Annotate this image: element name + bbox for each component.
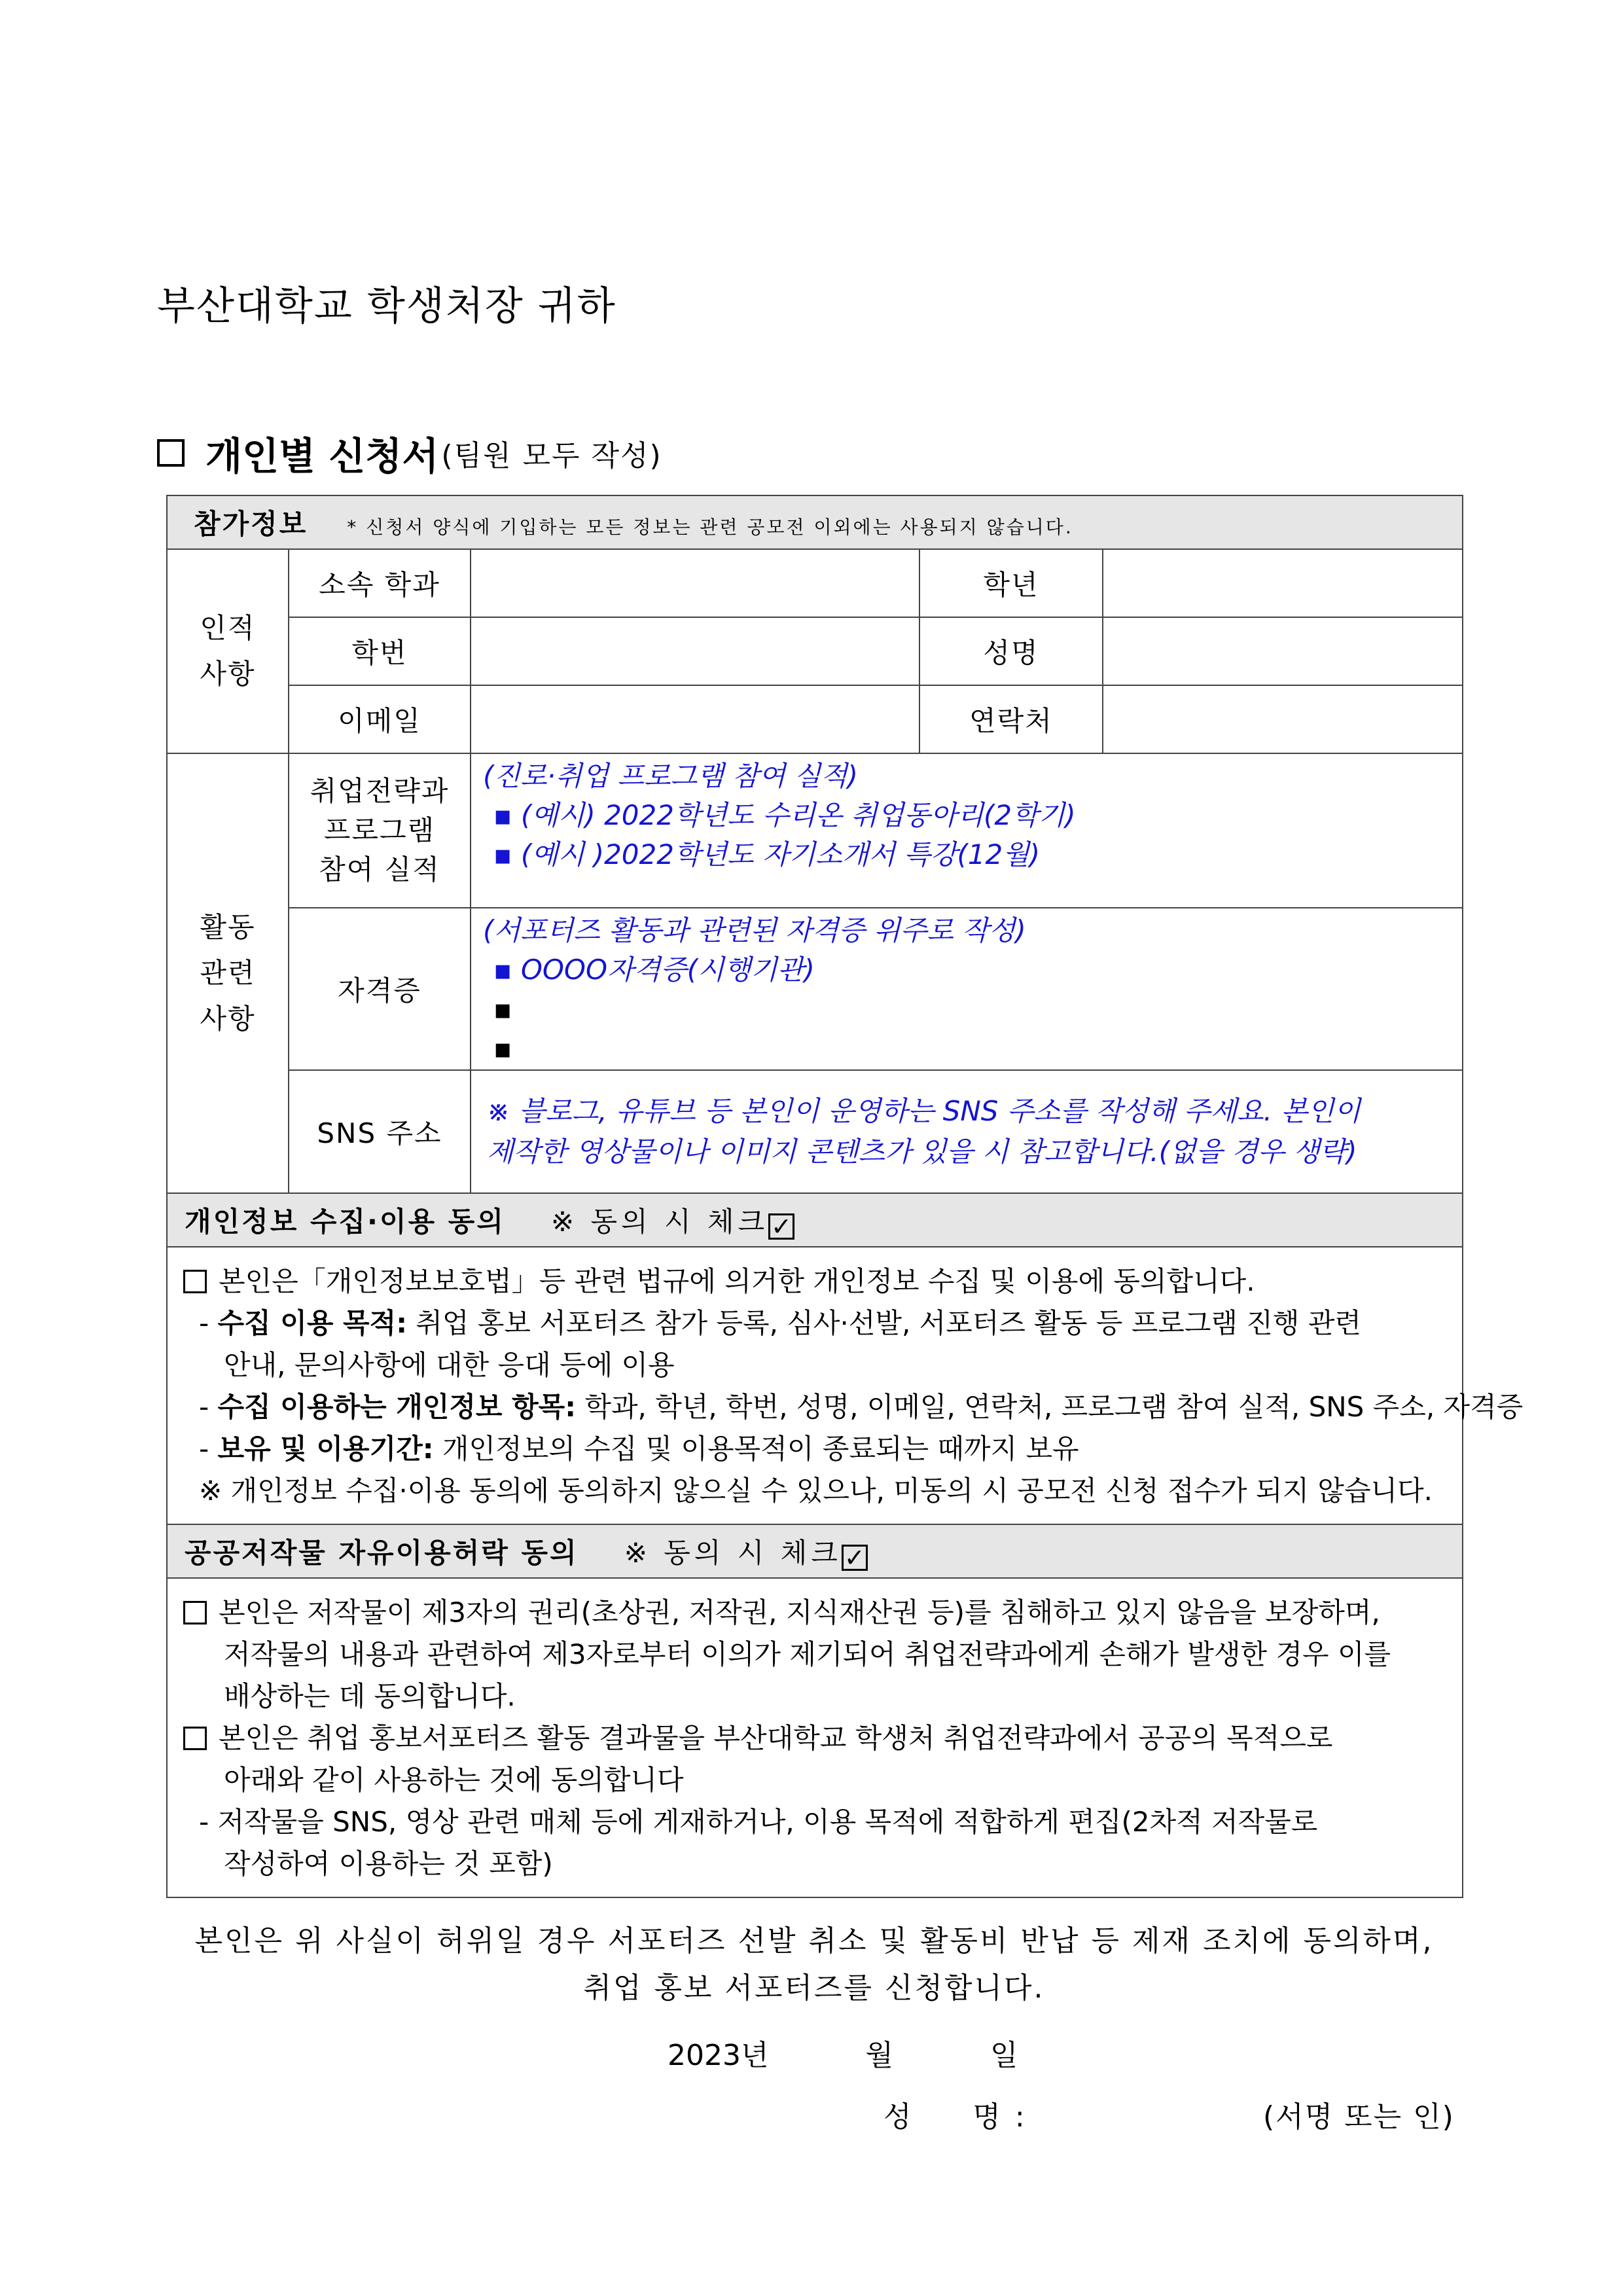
participant-info-note: * 신청서 양식에 기입하는 모든 정보는 관련 공모전 이외에는 사용되지 않습니다. — [347, 516, 1073, 538]
privacy-consent-heading: 개인정보 수집·이용 동의 — [185, 1206, 505, 1238]
purpose-label: 수집 이용 목적: — [217, 1307, 407, 1339]
name-field[interactable] — [1103, 617, 1463, 685]
copyright-check-note: ※ 동의 시 체크 — [624, 1537, 842, 1569]
signature-label: 성 명 : — [883, 2100, 1027, 2134]
student-id-field[interactable] — [471, 617, 919, 685]
copyright-checkmark-icon[interactable]: ✓ — [842, 1545, 868, 1571]
copyright-item1-line: 배상하는 데 동의합니다. — [224, 1680, 516, 1712]
participant-info-header — [167, 495, 1463, 549]
program-label — [289, 753, 471, 908]
department-field[interactable] — [471, 549, 919, 617]
activity-category-line: 관련 — [200, 957, 256, 989]
addressee: 부산대학교 학생처장 귀하 — [157, 283, 616, 329]
program-example: ▪ (예시) 2022학년도 수리온 취업동아리(2학기) — [493, 799, 1076, 831]
program-label-line: 참여 실적 — [319, 853, 440, 886]
sns-guide-line: ※ 블로그, 유튜브 등 본인이 운영하는 SNS 주소를 작성해 주세요. 본인이 — [487, 1095, 1361, 1127]
student-id-label: 학번 — [289, 617, 471, 685]
personal-category-line: 인적 — [200, 612, 256, 644]
sns-field[interactable] — [471, 1070, 1463, 1193]
copyright-item1-line: 저작물의 내용과 관련하여 제3자로부터 이의가 제기되어 취업전략과에게 손해가 발생한 경우 이를 — [224, 1638, 1391, 1670]
copyright-consent-body — [167, 1578, 1463, 1897]
title-checkbox-icon — [157, 439, 185, 467]
privacy-check-note: ※ 동의 시 체크 — [550, 1206, 769, 1238]
personal-info-category — [167, 549, 289, 753]
privacy-agree-text: 본인은「개인정보보호법」등 관련 법규에 의거한 개인정보 수집 및 이용에 동의합니다. — [219, 1265, 1255, 1297]
program-guide: (진로·취업 프로그램 참여 실적) — [483, 760, 859, 792]
copyright-consent-header — [167, 1524, 1463, 1578]
certificate-blank-bullet: ▪ — [493, 1032, 512, 1064]
program-example: ▪ (예시 )2022학년도 자기소개서 특강(12월) — [493, 838, 1041, 870]
copyright-consent-heading: 공공저작물 자유이용허락 동의 — [185, 1537, 579, 1569]
date-year: 2023년 — [668, 2039, 769, 2072]
activity-category-line: 사항 — [200, 1003, 256, 1035]
form-title-main: 개인별 신청서 — [205, 434, 439, 478]
program-label-line: 취업전략과 — [310, 775, 450, 807]
date-month: 월 — [865, 2039, 893, 2072]
contact-label: 연락처 — [919, 685, 1103, 753]
privacy-consent-body: 본인은「개인정보보호법」등 관련 법규에 의거한 개인정보 수집 및 이용에 동의합니다. - 수집 이용 목적: 취업 홍보 서포터즈 참가 등록, 심사·선발, 서포터즈 활동 등 프로그램 진행 관련 안내, 문의사항에 대한 응대 등에 이용 - 수집 이용하는 개인정보 항목: 학과, 학년, 학번, 성명, 이메일, 연락처, 프로그램 참여 실적, SNS 주소, 자격증 - 보유 및 이용기간: 개인정보의 수집 및 이용목적이 종료되는 때까지 보유 ※ 개인정보 수집·이용 동의에 동의하지 않으실 수 있으나, 미동의 시 공모전 신청 접수가 되지 않습니다. — [167, 1247, 1463, 1524]
copyright-item3-line: 작성하여 이용하는 것 포함) — [224, 1848, 553, 1880]
personal-category-line: 사항 — [200, 658, 256, 690]
participant-info-heading: 참가정보 — [194, 508, 308, 540]
privacy-notice: ※ 개인정보 수집·이용 동의에 동의하지 않으실 수 있으나, 미동의 시 공모전 신청 접수가 되지 않습니다. — [199, 1475, 1433, 1507]
period-text: 개인정보의 수집 및 이용목적이 종료되는 때까지 보유 — [433, 1433, 1079, 1465]
activity-info-category — [167, 753, 289, 1193]
grade-label: 학년 — [919, 549, 1103, 617]
application-form-table — [166, 495, 1524, 1898]
date-line — [668, 2032, 1018, 2073]
grade-field[interactable] — [1103, 549, 1463, 617]
purpose-text-cont: 안내, 문의사항에 대한 응대 등에 이용 — [224, 1349, 675, 1381]
department-label: 소속 학과 — [289, 549, 471, 617]
signature-note: (서명 또는 인) — [1263, 2100, 1455, 2134]
date-day: 일 — [990, 2039, 1018, 2072]
purpose-text: 취업 홍보 서포터즈 참가 등록, 심사·선발, 서포터즈 활동 등 프로그램 진행 관련 — [407, 1307, 1361, 1339]
certificate-guide: (서포터즈 활동과 관련된 자격증 위주로 작성) — [483, 914, 1026, 946]
items-label: 수집 이용하는 개인정보 항목: — [217, 1391, 577, 1423]
program-label-line: 프로그램 — [323, 814, 436, 846]
certificate-field[interactable] — [471, 908, 1463, 1070]
copyright-agree-checkbox-2[interactable] — [183, 1727, 207, 1750]
email-field[interactable] — [471, 685, 919, 753]
period-label: 보유 및 이용기간: — [217, 1433, 434, 1465]
copyright-item1-line: 본인은 저작물이 제3자의 권리(초상권, 저작권, 지식재산권 등)를 침해하고 있지 않음을 보장하며, — [219, 1596, 1380, 1628]
sns-label: SNS 주소 — [289, 1070, 471, 1193]
declaration-line: 취업 홍보 서포터즈를 신청합니다. — [583, 1971, 1045, 2005]
email-label: 이메일 — [289, 685, 471, 753]
form-title — [157, 425, 662, 480]
declaration-line: 본인은 위 사실이 허위일 경우 서포터즈 선발 취소 및 활동비 반납 등 제재 조치에 동의하며, — [194, 1924, 1434, 1958]
certificate-label: 자격증 — [289, 908, 471, 1070]
privacy-consent-header — [167, 1193, 1463, 1247]
privacy-agree-checkbox[interactable] — [183, 1270, 207, 1293]
certificate-blank-bullet: ▪ — [493, 993, 512, 1025]
activity-category-line: 활동 — [200, 911, 256, 943]
copyright-item3-line: - 저작물을 SNS, 영상 관련 매체 등에 게재하거나, 이용 목적에 적합하게 편집(2차적 저작물로 — [199, 1806, 1318, 1838]
copyright-item2-line: 본인은 취업 홍보서포터즈 활동 결과물을 부산대학교 학생처 취업전략과에서 공공의 목적으로 — [219, 1722, 1333, 1754]
certificate-example: ▪ OOOO자격증(시행기관) — [493, 954, 815, 986]
sns-guide-line: 제작한 영상물이나 이미지 콘텐츠가 있을 시 참고합니다.(없을 경우 생략) — [487, 1136, 1357, 1168]
form-title-sub: (팀원 모두 작성) — [441, 439, 662, 473]
contact-field[interactable] — [1103, 685, 1463, 753]
items-text: 학과, 학년, 학번, 성명, 이메일, 연락처, 프로그램 참여 실적, SNS 주소, 자격증 — [576, 1391, 1524, 1423]
program-field[interactable] — [471, 753, 1463, 908]
privacy-checkmark-icon[interactable]: ✓ — [768, 1213, 794, 1240]
copyright-agree-checkbox-1[interactable] — [183, 1601, 207, 1624]
copyright-item2-line: 아래와 같이 사용하는 것에 동의합니다 — [224, 1764, 684, 1796]
name-label: 성명 — [919, 617, 1103, 685]
